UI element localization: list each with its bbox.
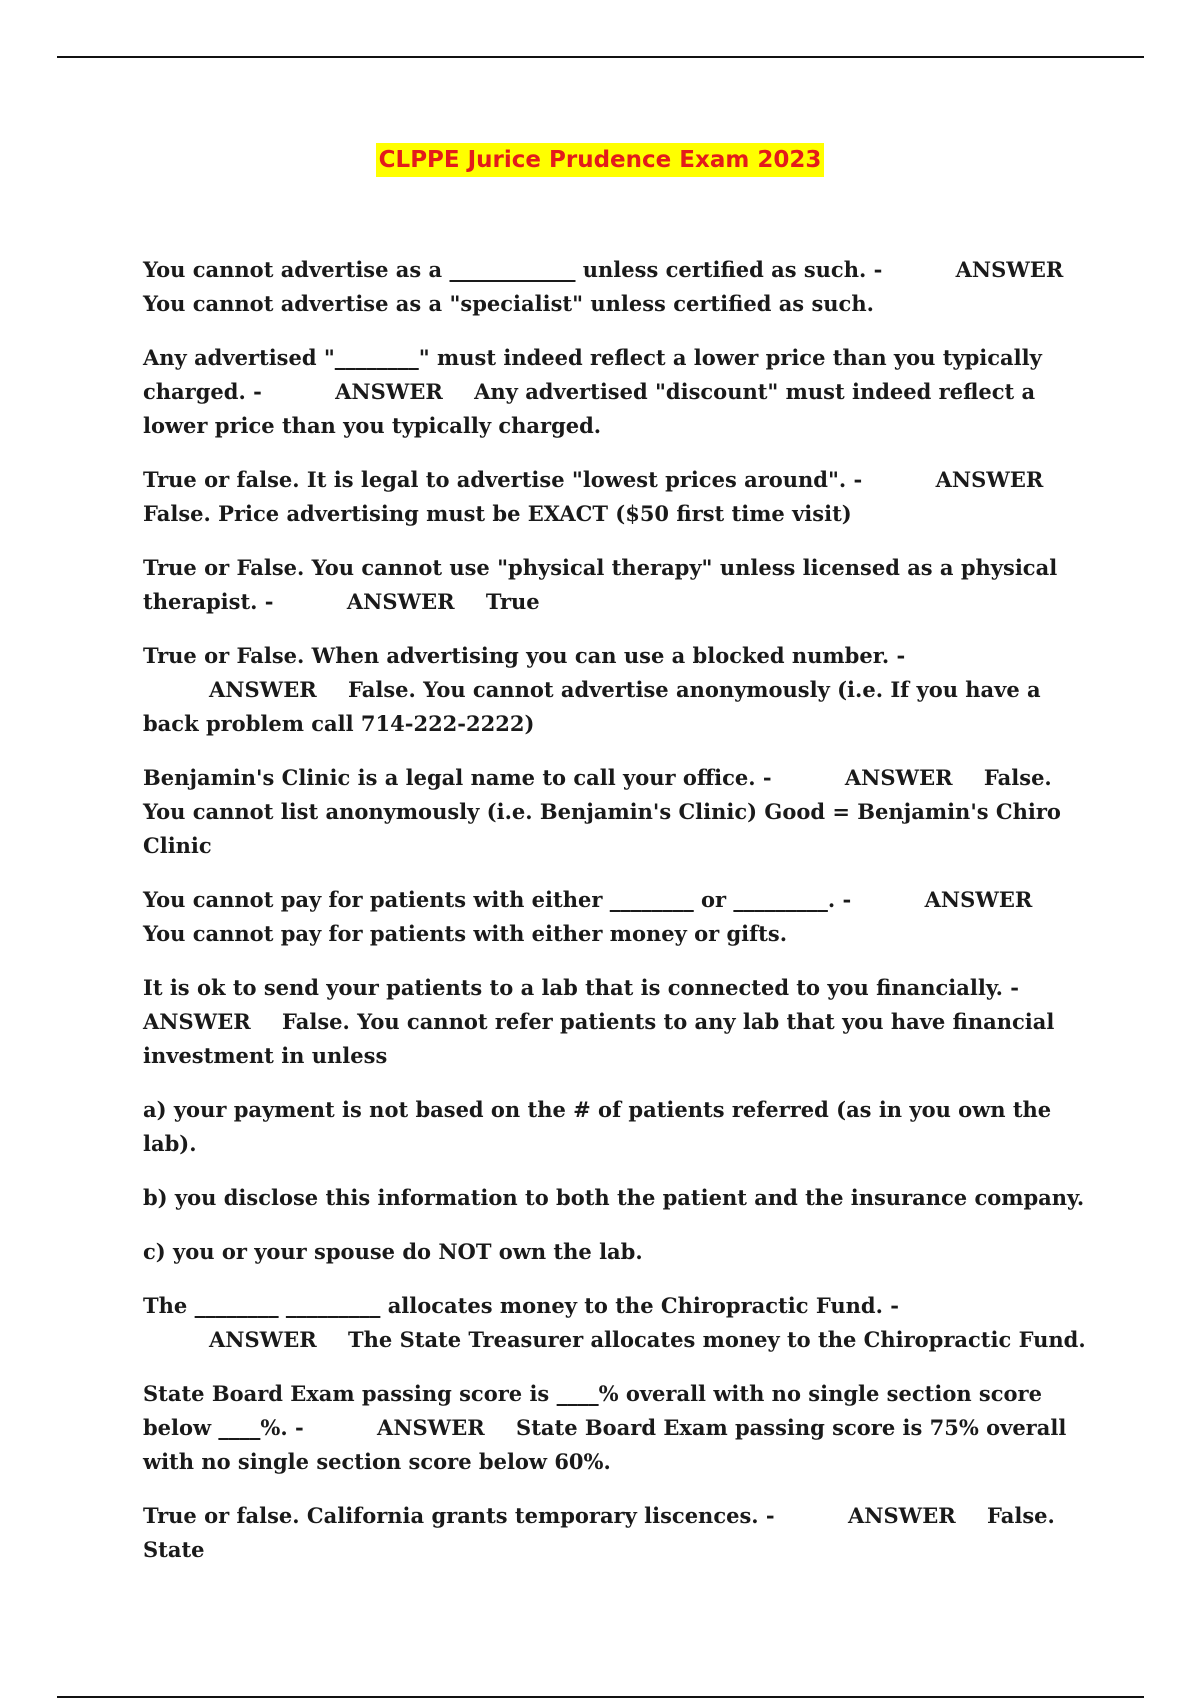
question-text: State Board Exam passing score is ____% overall with no single section score below ____%. -	[143, 1381, 1042, 1440]
bottom-rule	[57, 1696, 1144, 1698]
answer-label: ANSWER	[209, 1327, 317, 1352]
answer-text: True	[485, 589, 540, 614]
answer-text: You cannot advertise as a "specialist" unless certified as such.	[143, 291, 874, 316]
qa-card	[143, 1289, 1093, 1357]
qa-card	[143, 551, 1093, 619]
document-title: CLPPE Jurice Prudence Exam 2023	[376, 143, 825, 177]
qa-card	[143, 1499, 1093, 1567]
qa-card	[143, 253, 1093, 321]
answer-label: ANSWER	[847, 1503, 956, 1528]
answer-text: Any advertised "discount" must indeed reflect a lower price than you typically charged.	[143, 379, 1036, 438]
question-text: True or false. California grants temporary liscences. -	[143, 1503, 775, 1528]
qa-card	[143, 639, 1093, 741]
question-text: The ________ _________ allocates money to the Chiropractic Fund. -	[143, 1293, 899, 1318]
question-text: Any advertised "________" must indeed reflect a lower price than you typically charged. -	[143, 345, 1042, 404]
answer-label: ANSWER	[377, 1415, 485, 1440]
answer-label: ANSWER	[143, 1009, 251, 1034]
answer-label: ANSWER	[209, 677, 317, 702]
answer-label: ANSWER	[924, 887, 1033, 912]
answer-label: ANSWER	[935, 467, 1044, 492]
answer-text: False. Price advertising must be EXACT ($50 first time visit)	[143, 501, 852, 526]
list-item: c) you or your spouse do NOT own the lab.	[143, 1239, 643, 1264]
qa-card	[143, 1377, 1093, 1479]
question-text: True or false. It is legal to advertise "lowest prices around". -	[143, 467, 863, 492]
answer-label: ANSWER	[346, 589, 455, 614]
question-text: It is ok to send your patients to a lab that is connected to you financially. -	[143, 975, 1019, 1000]
qa-card	[143, 463, 1093, 531]
answer-text: You cannot pay for patients with either money or gifts.	[143, 921, 788, 946]
qa-card	[143, 883, 1093, 951]
question-text: True or False. When advertising you can use a blocked number. -	[143, 643, 906, 668]
document-body	[143, 253, 1093, 1587]
answer-text: False. You cannot advertise anonymously (i.e. If you have a back problem call 714-222-2222)	[143, 677, 1041, 736]
top-rule	[57, 56, 1144, 58]
answer-text: State Board Exam passing score is 75% overall with no single section score below 60%.	[143, 1415, 1067, 1474]
question-text: Benjamin's Clinic is a legal name to call your office. -	[143, 765, 772, 790]
answer-label: ANSWER	[955, 257, 1064, 282]
answer-text: False. You cannot refer patients to any lab that you have financial investment in unless	[143, 1009, 1055, 1068]
answer-label: ANSWER	[844, 765, 953, 790]
qa-card	[143, 341, 1093, 443]
list-item: b) you disclose this information to both the patient and the insurance company.	[143, 1185, 1085, 1210]
qa-card	[143, 761, 1093, 863]
question-text: You cannot pay for patients with either ________ or _________. -	[143, 887, 852, 912]
list-item: a) your payment is not based on the # of patients referred (as in you own the lab).	[143, 1097, 1052, 1156]
answer-label: ANSWER	[335, 379, 443, 404]
question-text: True or False. You cannot use "physical therapy" unless licensed as a physical therapist. -	[143, 555, 1058, 614]
question-text: You cannot advertise as a ____________ unless certified as such. -	[143, 257, 883, 282]
answer-text: The State Treasurer allocates money to the Chiropractic Fund.	[348, 1327, 1086, 1352]
answer-text: False. You cannot list anonymously (i.e. Benjamin's Clinic) Good = Benjamin's Chiro Clinic	[143, 765, 1061, 858]
title-block	[0, 143, 1200, 177]
answer-text: False. State	[143, 1503, 1055, 1562]
qa-card	[143, 971, 1093, 1073]
